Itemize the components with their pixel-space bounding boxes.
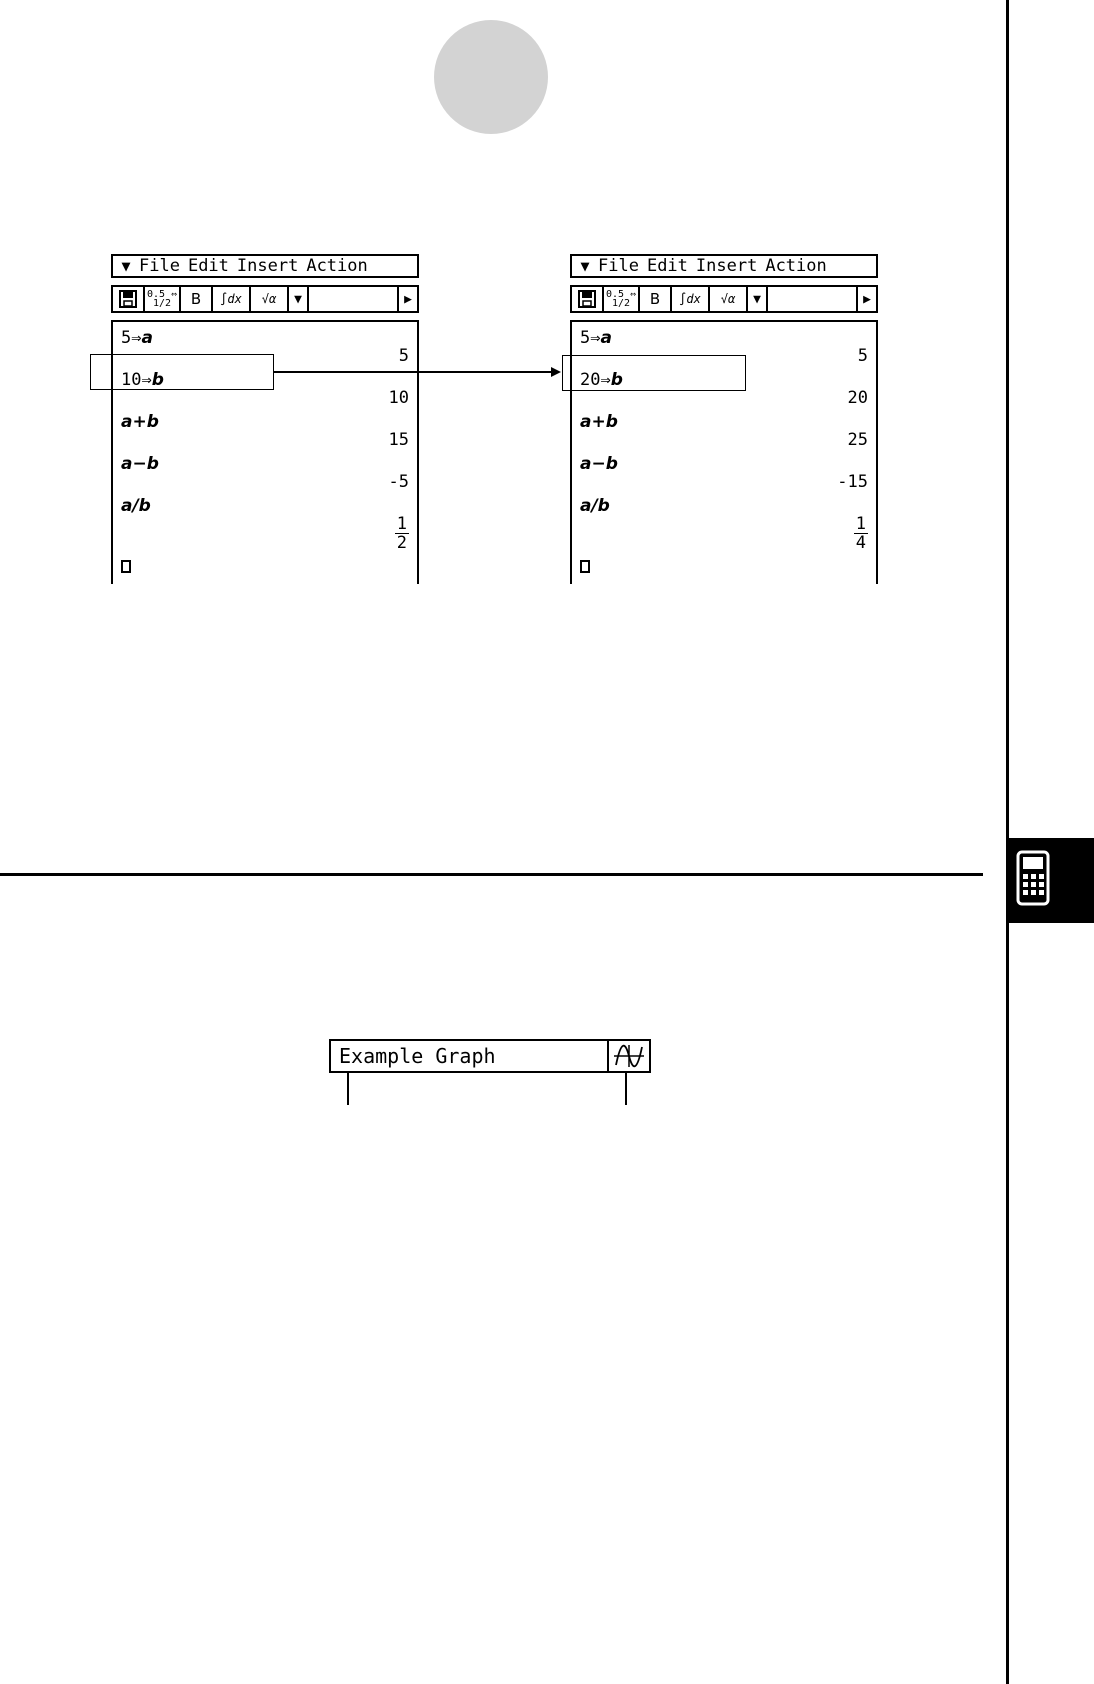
menu-action[interactable]: Action [765, 256, 827, 276]
leader-line-title [347, 1073, 349, 1105]
input-var: a+b [121, 412, 159, 432]
menu-bar [111, 254, 419, 278]
result-line-3: 15 [388, 430, 409, 450]
screen-before [111, 254, 419, 584]
menu-file[interactable]: File [598, 256, 639, 276]
toolbar [570, 285, 878, 313]
result-line-3: 25 [847, 430, 868, 450]
text-cursor[interactable] [580, 560, 590, 573]
input-line-5[interactable] [580, 496, 610, 516]
result-line-1: 5 [857, 346, 868, 366]
input-line-3[interactable] [580, 412, 618, 432]
input-line-1[interactable] [580, 328, 612, 348]
input-line-1[interactable] [121, 328, 153, 348]
fraction-numerator: 1 [855, 514, 866, 534]
input-line-4[interactable] [580, 454, 618, 474]
input-var: b [610, 370, 623, 390]
conv-label: 0.5 ⇔ 1/2 [146, 289, 178, 309]
arrow-right-icon [551, 367, 561, 377]
calculator-icon [1006, 838, 1094, 923]
bold-button[interactable]: B [181, 287, 213, 311]
sqrt-icon[interactable]: √α [710, 287, 748, 311]
input-text: 20⇒ [580, 370, 611, 390]
menu-bar [570, 254, 878, 278]
highlight-box-after [562, 355, 746, 391]
double-chevron-down-icon[interactable]: ▼ [121, 257, 131, 275]
toolbar-spacer [768, 287, 858, 311]
connector-line [273, 371, 552, 373]
graph-title[interactable]: Example Graph [339, 1044, 496, 1068]
result-line-2: 10 [388, 388, 409, 408]
fraction-denominator: 4 [855, 533, 866, 553]
section-marker-circle [434, 20, 548, 134]
dropdown-arrow-icon[interactable]: ▼ [289, 287, 309, 311]
input-line-5[interactable] [121, 496, 151, 516]
result-line-4: -15 [837, 472, 868, 492]
fraction-decimal-toggle-button[interactable] [604, 287, 640, 311]
conv-label: 0.5 ⇔ 1/2 [605, 289, 637, 309]
double-chevron-down-icon[interactable]: ▼ [580, 257, 590, 275]
graph-wave-icon[interactable] [607, 1041, 649, 1071]
scroll-right-icon[interactable]: ▶ [404, 291, 412, 307]
save-icon[interactable] [572, 287, 604, 311]
fraction-denominator: 2 [396, 533, 407, 553]
integral-icon[interactable]: ∫dx [213, 287, 251, 311]
input-var: a+b [580, 412, 618, 432]
leader-line-icon [625, 1073, 627, 1105]
screen-after [570, 254, 878, 584]
result-line-1: 5 [398, 346, 409, 366]
menu-edit[interactable]: Edit [187, 256, 229, 276]
input-var: a/b [121, 496, 151, 516]
input-text: 10⇒ [121, 370, 152, 390]
menu-edit[interactable]: Edit [646, 256, 688, 276]
input-text: 5⇒ [580, 328, 601, 348]
scroll-right-icon[interactable]: ▶ [863, 291, 871, 307]
menu-action[interactable]: Action [306, 256, 368, 276]
fraction-numerator: 1 [396, 514, 407, 534]
result-line-5 [395, 514, 409, 552]
integral-icon[interactable]: ∫dx [672, 287, 710, 311]
input-var: a [141, 328, 153, 348]
bold-button[interactable]: B [640, 287, 672, 311]
input-var: a−b [580, 454, 618, 474]
toolbar-spacer [309, 287, 399, 311]
result-line-2: 20 [847, 388, 868, 408]
input-line-3[interactable] [121, 412, 159, 432]
section-divider [0, 873, 983, 876]
input-var: a−b [121, 454, 159, 474]
input-var: a [600, 328, 612, 348]
input-var: b [151, 370, 164, 390]
input-line-4[interactable] [121, 454, 159, 474]
graph-title-bar [329, 1039, 651, 1073]
fraction-decimal-toggle-button[interactable] [145, 287, 181, 311]
sqrt-icon[interactable]: √α [251, 287, 289, 311]
input-var: a/b [580, 496, 610, 516]
result-line-5 [854, 514, 868, 552]
menu-file[interactable]: File [139, 256, 180, 276]
result-line-4: -5 [388, 472, 409, 492]
chapter-tab [1006, 838, 1094, 923]
highlight-box-before [90, 354, 274, 390]
input-text: 5⇒ [121, 328, 142, 348]
text-cursor[interactable] [121, 560, 131, 573]
toolbar [111, 285, 419, 313]
save-icon[interactable] [113, 287, 145, 311]
menu-insert[interactable]: Insert [695, 256, 758, 276]
dropdown-arrow-icon[interactable]: ▼ [748, 287, 768, 311]
menu-insert[interactable]: Insert [236, 256, 299, 276]
